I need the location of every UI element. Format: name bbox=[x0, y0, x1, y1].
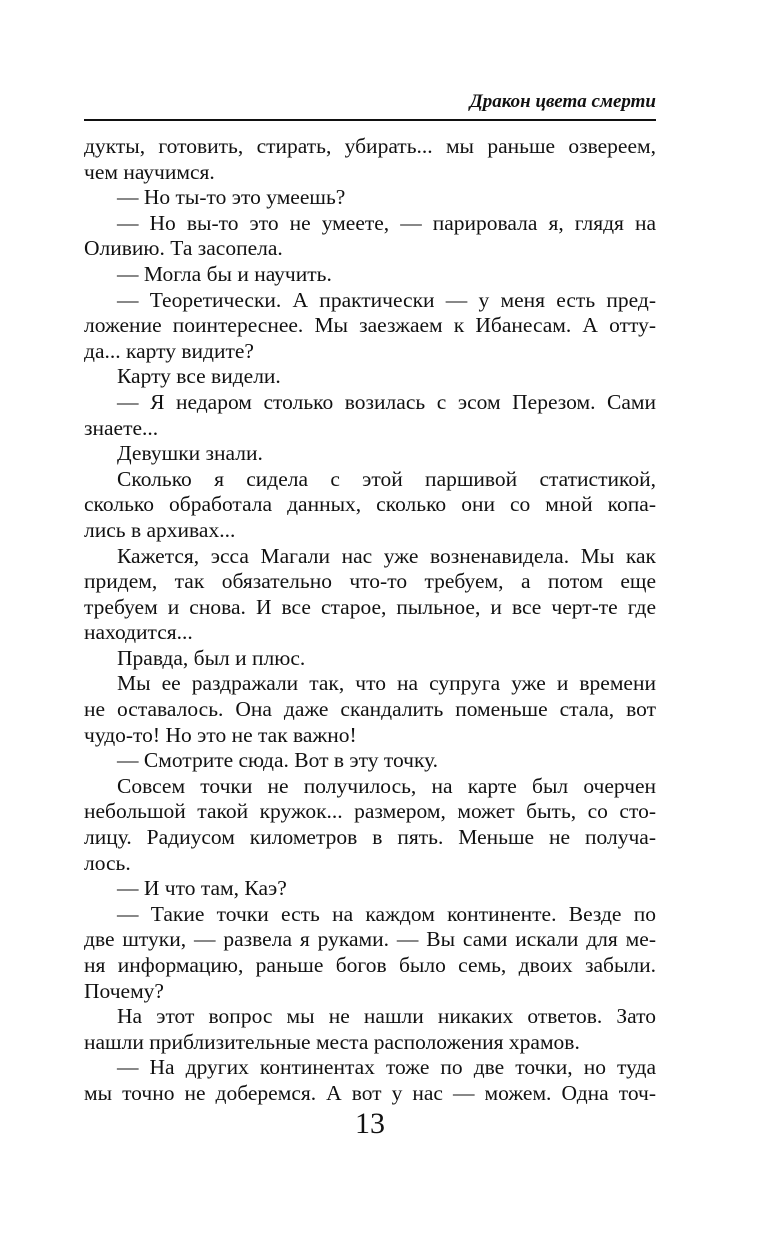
text-line: чем научимся. bbox=[84, 159, 215, 184]
text-line: нашли приблизительные места расположения храмов. bbox=[84, 1029, 580, 1054]
text-line: лось. bbox=[84, 850, 131, 875]
text-line: — Такие точки есть на каждом континенте. Везде по bbox=[117, 901, 656, 926]
text-line: — Но вы-то это не умеете, — парировала я, глядя на bbox=[117, 210, 656, 235]
text-line: Почему? bbox=[84, 978, 164, 1003]
text-line: — Я недаром столько возилась с эсом Перезом. Сами bbox=[117, 389, 656, 414]
text-line: — Но ты-то это умеешь? bbox=[117, 185, 346, 210]
text-line: Кажется, эсса Магали нас уже возненавидела. Мы как bbox=[117, 543, 656, 568]
text-line: На этот вопрос мы не нашли никаких ответов. Зато bbox=[117, 1004, 656, 1029]
text-line: Правда, был и плюс. bbox=[117, 645, 306, 670]
text-line: две штуки, — развела я руками. — Вы сами искали для ме- bbox=[84, 927, 656, 952]
page-number: 13 bbox=[355, 1107, 385, 1140]
text-line: лицу. Радиусом километров в пять. Меньше не получа- bbox=[84, 825, 656, 850]
text-line: Совсем точки не получилось, на карте был очерчен bbox=[117, 773, 656, 798]
text-line: — Могла бы и научить. bbox=[117, 261, 332, 286]
text-line: мы точно не доберемся. А вот у нас — можем. Одна точ- bbox=[84, 1080, 656, 1105]
text-line: — Теоретически. А практически — у меня есть пред- bbox=[117, 287, 656, 312]
text-line: ложение поинтереснее. Мы заезжаем к Ибанесам. А отту- bbox=[84, 313, 656, 338]
text-line: Оливию. Та засопела. bbox=[84, 236, 283, 261]
text-line: Сколько я сидела с этой паршивой статистикой, bbox=[117, 466, 656, 491]
header-rule bbox=[84, 119, 656, 121]
body-text bbox=[84, 134, 656, 1107]
text-line: чудо-то! Но это не так важно! bbox=[84, 722, 357, 747]
text-line: дукты, готовить, стирать, убирать... мы раньше озвереем, bbox=[84, 134, 656, 158]
text-line: не оставалось. Она даже скандалить поменьше стала, вот bbox=[84, 697, 656, 722]
text-line: — И что там, Каэ? bbox=[117, 876, 287, 901]
text-line: ня информацию, раньше богов было семь, двоих забыли. bbox=[84, 953, 656, 977]
text-line: требуем и снова. И все старое, пыльное, и все черт-те где bbox=[84, 594, 656, 619]
running-head: Дракон цвета смерти bbox=[469, 91, 656, 112]
text-line: — Смотрите сюда. Вот в эту точку. bbox=[117, 748, 439, 773]
text-line: небольшой такой кружок... размером, может быть, со сто- bbox=[84, 799, 656, 824]
text-line: находится... bbox=[84, 620, 193, 645]
text-line: сколько обработала данных, сколько они со мной копа- bbox=[84, 492, 656, 517]
text-line: да... карту видите? bbox=[84, 338, 254, 363]
text-line: Мы ее раздражали так, что на супруга уже и времени bbox=[117, 671, 656, 696]
text-line: Карту все видели. bbox=[117, 364, 281, 389]
text-line: знаете... bbox=[84, 415, 159, 440]
text-line: — На других континентах тоже по две точки, но туда bbox=[117, 1055, 656, 1080]
text-line: лись в архивах... bbox=[84, 517, 236, 542]
text-line: Девушки знали. bbox=[117, 441, 263, 466]
text-line: придем, так обязательно что-то требуем, а потом еще bbox=[84, 569, 656, 594]
